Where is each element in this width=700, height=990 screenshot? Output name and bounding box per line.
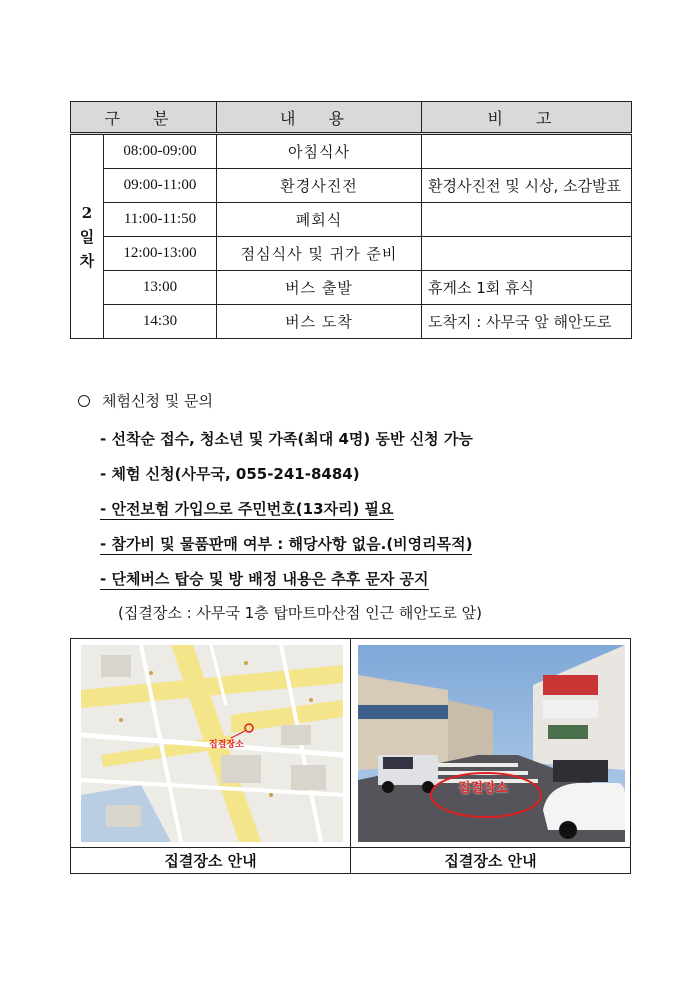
content-cell: 아침식사 — [217, 134, 422, 169]
content-cell: 환경사진전 — [217, 169, 422, 203]
content-cell: 버스 도착 — [217, 305, 422, 339]
map-marker-label: 집결장소 — [209, 740, 244, 750]
day-char-2: 차 — [79, 251, 95, 270]
time-cell: 14:30 — [104, 305, 217, 339]
note-cell — [422, 134, 632, 169]
bullet-item — [100, 498, 394, 519]
table-header-row — [71, 102, 632, 134]
time-cell: 13:00 — [104, 271, 217, 305]
location-map — [81, 645, 343, 842]
location-photo — [358, 645, 625, 842]
caption-right: 집결장소 안내 — [444, 852, 537, 870]
bullet-item: - 체험 신청(사무국, 055-241-8484) — [100, 465, 360, 483]
table-row — [71, 271, 632, 305]
table-row — [71, 305, 632, 339]
table-row — [71, 134, 632, 169]
note-cell — [422, 203, 632, 237]
section-title: 체험신청 및 문의 — [102, 392, 213, 410]
content-cell: 폐회식 — [217, 203, 422, 237]
table-row — [71, 237, 632, 271]
meeting-place-note: (집결장소 : 사무국 1층 탑마트마산점 인근 해안도로 앞) — [118, 604, 482, 622]
time-cell: 09:00-11:00 — [104, 169, 217, 203]
note-cell: 환경사진전 및 시상, 소감발표 — [422, 169, 632, 203]
photo-marker-label: 집결장소 — [458, 781, 509, 796]
location-guide-table — [70, 638, 631, 874]
day-char-1: 일 — [79, 227, 95, 246]
row-divider — [71, 847, 630, 848]
bullet-text-underlined: - 안전보험 가입으로 주민번호(13자리) 필요 — [100, 500, 394, 518]
table-row — [71, 169, 632, 203]
street-photo-graphic — [358, 645, 625, 842]
header-content: 내 용 — [217, 102, 422, 134]
note-cell — [422, 237, 632, 271]
bullet-item: - 선착순 접수, 청소년 및 가족(최대 4명) 동반 신청 가능 — [100, 430, 473, 448]
table-row — [71, 203, 632, 237]
content-cell: 점심식사 및 귀가 준비 — [217, 237, 422, 271]
bullet-text-underlined: - 참가비 및 물품판매 여부 : 해당사항 없음.(비영리목적) — [100, 535, 473, 553]
note-cell: 도착지 : 사무국 앞 해안도로 — [422, 305, 632, 339]
note-cell: 휴게소 1회 휴식 — [422, 271, 632, 305]
header-category: 구 분 — [71, 102, 217, 134]
bullet-item — [100, 568, 429, 589]
column-divider — [350, 639, 351, 873]
time-cell: 12:00-13:00 — [104, 237, 217, 271]
circle-bullet-icon — [78, 395, 90, 407]
day-number: 2 — [81, 203, 93, 222]
schedule-table — [70, 101, 632, 339]
bullet-item — [100, 533, 472, 554]
time-cell: 11:00-11:50 — [104, 203, 217, 237]
day-cell — [71, 134, 104, 339]
caption-left: 집결장소 안내 — [164, 852, 257, 870]
content-cell: 버스 출발 — [217, 271, 422, 305]
section-heading — [78, 390, 213, 411]
bullet-text-underlined: - 단체버스 탑승 및 방 배정 내용은 추후 문자 공지 — [100, 570, 429, 588]
header-remarks: 비 고 — [422, 102, 632, 134]
time-cell: 08:00-09:00 — [104, 134, 217, 169]
